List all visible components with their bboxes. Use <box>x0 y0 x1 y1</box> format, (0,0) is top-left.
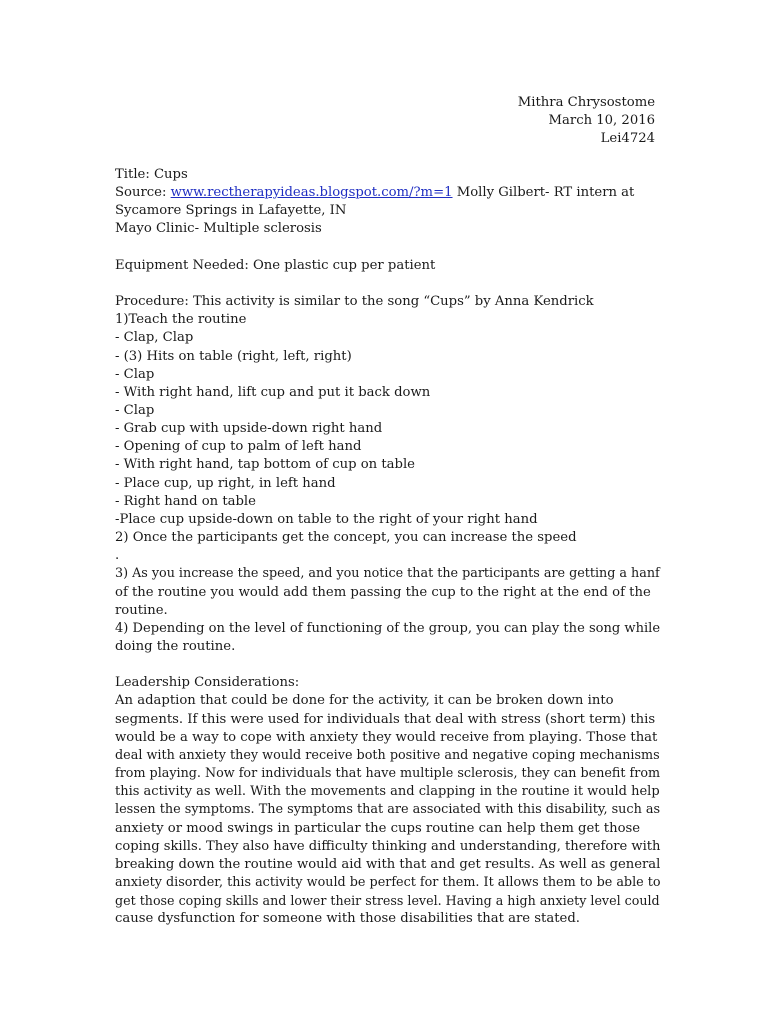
leadership-section <box>115 674 661 928</box>
leadership-line: anxiety disorder, this activity would be perfect for them. It allows them to be able to <box>115 875 661 891</box>
leadership-line: from playing. Now for individuals that have multiple sclerosis, they can benefit from <box>115 766 661 782</box>
procedure-line: Procedure: This activity is similar to the song “Cups” by Anna Kendrick <box>115 294 594 310</box>
procedure-line: - Place cup, up right, in left hand <box>115 475 336 491</box>
document-body <box>115 166 661 929</box>
procedure-line: 2) Once the participants get the concept, you can increase the speed <box>115 530 577 546</box>
procedure-section <box>115 293 661 656</box>
procedure-line: - Grab cup with upside-down right hand <box>115 421 383 437</box>
leadership-line: lessen the symptoms. The symptoms that are associated with this disability, such as <box>115 802 661 818</box>
paragraph-gap <box>115 239 655 257</box>
procedure-line: - Opening of cup to palm of left hand <box>115 439 362 455</box>
leadership-line: this activity as well. With the movements and clapping in the routine it would help <box>115 784 660 800</box>
source-line-3: Mayo Clinic- Multiple sclerosis <box>115 221 322 237</box>
leadership-line: Leadership Considerations: <box>115 675 300 691</box>
source-link[interactable]: www.rectherapyideas.blogspot.com/?m=1 <box>170 185 453 201</box>
procedure-line: - With right hand, lift cup and put it back down <box>115 384 431 400</box>
source-line-2: Sycamore Springs in Lafayette, IN <box>115 203 347 219</box>
author-name: Mithra Chrysostome <box>517 95 655 110</box>
leadership-line: anxiety or mood swings in particular the cups routine can help them get those <box>115 820 641 836</box>
course-code: Lei4724 <box>600 131 655 147</box>
procedure-line: doing the routine. <box>115 639 236 655</box>
leadership-line: coping skills. They also have difficulty thinking and understanding, therefore with <box>115 838 661 854</box>
procedure-line: - Clap, Clap <box>115 330 194 346</box>
procedure-line: of the routine you would add them passing the cup to the right at the end of the <box>115 584 651 600</box>
leadership-line: An adaption that could be done for the activity, it can be broken down into <box>115 693 614 709</box>
procedure-line: - (3) Hits on table (right, left, right) <box>115 348 352 364</box>
leadership-line: deal with anxiety they would receive both positive and negative coping mechanisms <box>115 747 660 763</box>
leadership-line: segments. If this were used for individuals that deal with stress (short term) this <box>115 711 656 727</box>
procedure-line: 4) Depending on the level of functioning of the group, you can play the song while <box>115 620 661 636</box>
procedure-line: . <box>115 548 120 564</box>
activity-title: Title: Cups <box>115 167 188 182</box>
equipment-needed: Equipment Needed: One plastic cup per patient <box>115 257 436 273</box>
procedure-line: - With right hand, tap bottom of cup on table <box>115 457 415 473</box>
procedure-line: 3) As you increase the speed, and you notice that the participants are getting a hanf <box>115 566 660 582</box>
source-line <box>115 184 655 202</box>
paragraph-gap <box>115 656 655 674</box>
leadership-line: would be a way to cope with anxiety they would receive from playing. Those that <box>115 729 658 745</box>
procedure-line: - Clap <box>115 366 155 382</box>
source-suffix: Molly Gilbert- RT intern at <box>452 185 635 201</box>
procedure-line: routine. <box>115 602 168 618</box>
document-date: March 10, 2016 <box>548 113 655 129</box>
procedure-line: - Right hand on table <box>115 493 256 509</box>
leadership-line: breaking down the routine would aid with that and get results. As well as general <box>115 856 661 872</box>
procedure-line: 1)Teach the routine <box>115 312 247 328</box>
document-header <box>518 94 655 148</box>
procedure-line: - Clap <box>115 403 155 418</box>
procedure-line: -Place cup upside-down on table to the right of your right hand <box>115 511 538 527</box>
leadership-line: get those coping skills and lower their stress level. Having a high anxiety level could <box>115 893 660 909</box>
source-prefix: Source: <box>115 185 171 201</box>
paragraph-gap <box>115 275 655 293</box>
leadership-line: cause dysfunction for someone with those disabilities that are stated. <box>115 911 580 927</box>
